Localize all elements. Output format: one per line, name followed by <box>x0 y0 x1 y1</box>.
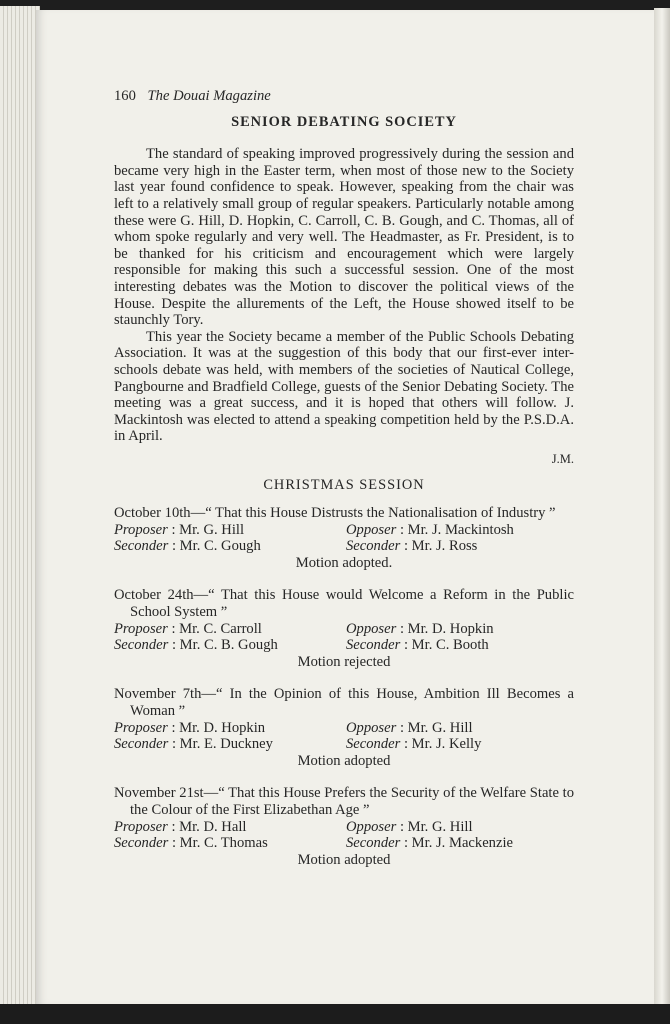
debate-result: Motion adopted <box>297 851 391 868</box>
paragraph-1: The standard of speaking improved progressively during the session and became very high in the Easter term, when most of those new to the Society last year found confidence to speak. However, speaking from the chair was left to a relatively small group of regular speakers. Particularly notable among these were G. Hill, D. Hopkin, C. Carroll, C. B. Gough, and C. Thomas, all of whom spoke regularly and very well. The Headmaster, as Fr. President, is to be thanked for his criticism and encouragement which were largely responsible for making this such a successful session. One of the most interesting debates was the Motion to discover the political views of the House. Despite the allurements of the Left, the House showed itself to be staunchly Tory. <box>114 146 574 329</box>
debate-entry-3 <box>114 686 574 769</box>
seconder-label: Seconder <box>114 637 169 654</box>
seconder-name: : Mr. C. Booth <box>403 637 489 654</box>
author-initials: J.M. <box>551 451 574 466</box>
seconder-label: Seconder <box>346 736 401 753</box>
seconder-name: : Mr. J. Mackenzie <box>403 835 513 852</box>
debate-row-proposer <box>114 522 574 539</box>
seconder-label: Seconder <box>114 835 169 852</box>
debate-motion: November 21st—“ That this House Prefers the Security of the Welfare State to the Colour of the First Elizabethan Age ” <box>114 785 574 818</box>
proposer-label: Proposer <box>114 719 168 736</box>
seconder-label: Seconder <box>346 835 401 852</box>
running-head <box>114 88 574 105</box>
opposer-name: : Mr. D. Hopkin <box>399 620 494 637</box>
magazine-title: The Douai Magazine <box>147 88 271 104</box>
seconder-name: : Mr. C. Gough <box>171 538 261 555</box>
opposer-name: : Mr. G. Hill <box>399 818 473 835</box>
debate-motion: November 7th—“ In the Opinion of this House, Ambition Ill Becomes a Woman ” <box>114 686 574 719</box>
session-heading: CHRISTMAS SESSION <box>263 477 425 494</box>
article-title: SENIOR DEBATING SOCIETY <box>231 113 457 130</box>
debate-result: Motion adopted. <box>295 554 393 571</box>
opposer-label: Opposer <box>346 521 397 538</box>
proposer-name: : Mr. G. Hill <box>171 521 245 538</box>
debate-entry-4 <box>114 785 574 868</box>
debate-row-proposer <box>114 720 574 737</box>
proposer-name: : Mr. C. Carroll <box>171 620 262 637</box>
book-frame-top <box>0 0 670 10</box>
debate-result: Motion rejected <box>297 653 391 670</box>
seconder-name: : Mr. C. Thomas <box>171 835 268 852</box>
opposer-name: : Mr. J. Mackintosh <box>399 521 514 538</box>
debate-row-seconder <box>114 835 574 852</box>
debate-entry-1 <box>114 505 574 571</box>
debate-result: Motion adopted <box>297 752 391 769</box>
debate-motion: October 10th—“ That this House Distrusts the Nationalisation of Industry ” <box>114 505 556 522</box>
page-stack-edge <box>0 6 40 1006</box>
debate-row-proposer <box>114 819 574 836</box>
debate-entry-2 <box>114 587 574 670</box>
debate-row-seconder <box>114 538 574 555</box>
seconder-name: : Mr. E. Duckney <box>171 736 273 753</box>
debate-row-seconder <box>114 736 574 753</box>
proposer-label: Proposer <box>114 521 168 538</box>
debate-row-seconder <box>114 637 574 654</box>
opposer-label: Opposer <box>346 620 397 637</box>
debate-row-proposer <box>114 621 574 638</box>
seconder-label: Seconder <box>346 538 401 555</box>
proposer-label: Proposer <box>114 818 168 835</box>
seconder-name: : Mr. J. Kelly <box>403 736 482 753</box>
seconder-name: : Mr. C. B. Gough <box>171 637 278 654</box>
seconder-label: Seconder <box>114 736 169 753</box>
paragraph-2: This year the Society became a member of the Public Schools Debating Association. It was at the suggestion of this body that our first-ever inter-schools debate was held, with members of the societies of Nautical College, Pangbourne and Bradfield College, guests of the Senior Debating Society. The meeting was a great success, and it is hoped that others will follow. J. Mackintosh was elected to attend a speaking competition held by the P.S.D.A. in April. <box>114 328 574 445</box>
page-number: 160 <box>114 88 136 104</box>
proposer-name: : Mr. D. Hall <box>171 818 247 835</box>
page-content <box>114 88 574 884</box>
debate-motion: October 24th—“ That this House would Welcome a Reform in the Public School System ” <box>114 587 574 621</box>
proposer-label: Proposer <box>114 620 168 637</box>
proposer-name: : Mr. D. Hopkin <box>171 719 266 736</box>
book-frame-bottom <box>0 1004 670 1024</box>
opposer-name: : Mr. G. Hill <box>399 719 473 736</box>
opposer-label: Opposer <box>346 719 397 736</box>
seconder-name: : Mr. J. Ross <box>403 538 478 555</box>
seconder-label: Seconder <box>114 538 169 555</box>
opposer-label: Opposer <box>346 818 397 835</box>
book-spine-edge <box>654 8 670 1004</box>
seconder-label: Seconder <box>346 637 401 654</box>
